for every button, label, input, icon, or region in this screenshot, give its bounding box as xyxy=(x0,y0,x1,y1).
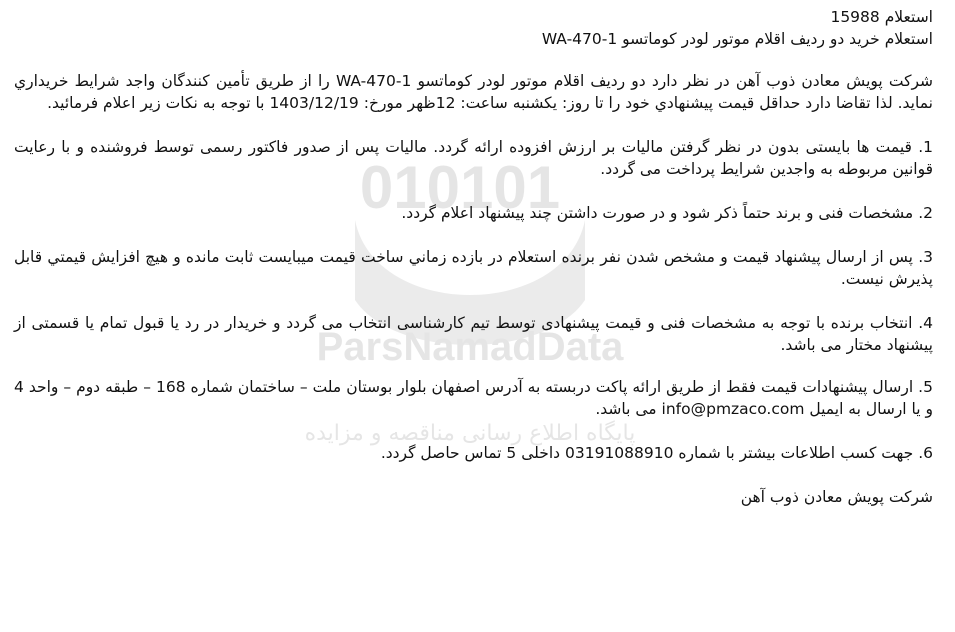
item-text: پس از ارسال پیشنهاد قیمت و مشخص شدن نفر برنده استعلام در بازده زماني ساخت قیمت میبایست ثابت مانده و هیچ افزایش قیمتي قابل پذیرش نیست. xyxy=(14,248,933,288)
list-item xyxy=(14,376,933,420)
item-text-end: تماس حاصل گردد. xyxy=(380,444,502,462)
item-number: 5. xyxy=(918,378,933,396)
item-text: قیمت ها بایستی بدون در نظر گرفتن مالیات بر ارزش افزوده ارائه گردد. مالیات پس از صدور فاکتور رسمی توسط فروشنده و با رعایت قوانین مربوطه به واجدین شرایط پرداخت می گردد. xyxy=(14,138,933,178)
item-text: مشخصات فنی و برند حتماً ذکر شود و در صورت داشتن چند پیشنهاد اعلام گردد. xyxy=(401,204,914,222)
email-link[interactable]: info@pmzaco.com xyxy=(661,400,805,418)
notice-body xyxy=(14,6,933,508)
item-text: جهت کسب اطلاعات بیشتر با شماره xyxy=(678,444,914,462)
signature: شرکت پویش معادن ذوب آهن xyxy=(740,488,933,506)
watermark-brand: ParsNamadData xyxy=(316,325,624,369)
intro-text: شرکت پویش معادن ذوب آهن در نظر دارد دو ردیف اقلام موتور لودر کوماتسو WA-470-1 را از طریق تأمین کنندگان واجد شرایط خریداري نماید. لذا تقاضا دارد حداقل قیمت پیشنهادي خود را تا روز: یکشنبه ساعت: 12ظهر مورخ: xyxy=(14,72,933,112)
intro-paragraph xyxy=(14,70,933,114)
item-number: 1. xyxy=(918,138,933,156)
phone-number: 03191088910 xyxy=(565,444,674,462)
item-number: 2. xyxy=(918,204,933,222)
inquiry-title: استعلام 15988 xyxy=(830,8,933,26)
deadline-date: 1403/12/19 xyxy=(269,94,359,112)
inquiry-subtitle: استعلام خرید دو ردیف اقلام موتور لودر کوماتسو WA-470-1 xyxy=(541,30,933,48)
list-item xyxy=(14,442,933,464)
intro-text-end: با توجه به نکات زیر اعلام فرمائید. xyxy=(47,94,265,112)
list-item xyxy=(14,246,933,290)
item-number: 6. xyxy=(918,444,933,462)
list-item xyxy=(14,136,933,180)
extension-label: داخلی xyxy=(521,444,561,462)
watermark-tagline: پایگاه اطلاع رسانی مناقصه و مزایده xyxy=(304,421,636,446)
watermark-digits: 010101 xyxy=(359,154,561,221)
list-item xyxy=(14,202,933,224)
item-number: 3. xyxy=(918,248,934,266)
item-text: انتخاب برنده با توجه به مشخصات فنی و قیمت پیشنهادی توسط تیم کارشناسی انتخاب می گردد و خریدار در رد یا قبول تمام یا قسمتی از پیشنهاد مختار می باشد. xyxy=(14,314,933,354)
list-item xyxy=(14,312,933,356)
extension-number: 5 xyxy=(506,444,517,462)
item-number: 4. xyxy=(918,314,933,332)
item-text-end: می باشد. xyxy=(595,400,657,418)
item-text: ارسال پیشنهادات قیمت فقط از طریق ارائه پاکت دربسته به آدرس اصفهان بلوار بوستان ملت – ساختمان شماره 168 – طبقه دوم – واحد 4 و یا ارسال به ایمیل xyxy=(14,378,933,418)
